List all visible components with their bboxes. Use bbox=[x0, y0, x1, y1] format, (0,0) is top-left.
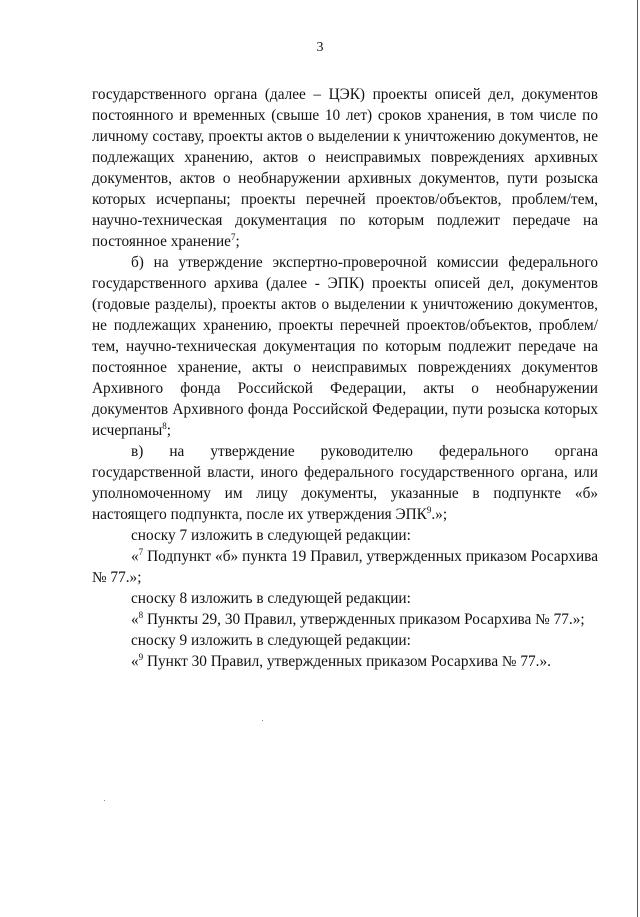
paragraph-text: ; bbox=[166, 422, 171, 439]
paragraph-text: государственного органа (далее – ЦЭК) проекты описей дел, документов постоянного и временных (свыше 10 лет) сроков хранения, в том числе по личному составу, проекты актов о выделении к уничтожению документов, не подлежащих хранению, актов о неисправимых повреждениях архивных документов, актов о необнаружении архивных документов, пути розыска которых исчерпаны; проекты перечней проектов/объектов, проблем/тем, научно-техническая документация по которым подлежит передаче на постоянное хранение bbox=[92, 86, 598, 250]
paragraph-text: в) на утверждение руководителю федерального органа государственной власти, иного федерального государственного органа, или уполномоченному им лицу документы, указанные в подпункте «б» настоящего подпункта, после их утверждения ЭПК bbox=[92, 443, 598, 523]
page-number: 3 bbox=[316, 40, 324, 55]
paragraph-text: сноску 8 изложить в следующей редакции: bbox=[131, 590, 411, 607]
paragraph-text: б) на утверждение экспертно-проверочной комиссии федерального государственного архива (далее - ЭПК) проекты описей дел, документов (годовые разделы), проекты актов о выделении к уничтожению документов, не подлежащих хранению, проекты перечней проектов/объектов, проблем/тем, научно-техническая документация по которым подлежит передаче на постоянное хранение, акты о неисправимых повреждениях документов Архивного фонда Российской Федерации, акты о необнаружении документов Архивного фонда Российской Федерации, пути розыска которых исчерпаны bbox=[92, 254, 598, 439]
scan-edge-line bbox=[637, 0, 638, 917]
paragraph-text: сноску 7 изложить в следующей редакции: bbox=[131, 527, 411, 544]
document-body bbox=[92, 84, 598, 672]
paragraph-footnote-8-instruction bbox=[92, 588, 598, 609]
paragraph-text: « bbox=[131, 611, 139, 628]
paragraph-footnote-8-text bbox=[92, 609, 598, 630]
paragraph-text: .»; bbox=[431, 506, 448, 523]
paragraph-footnote-9-text bbox=[92, 651, 598, 672]
paragraph-text: « bbox=[131, 548, 139, 565]
paragraph-footnote-7-text bbox=[92, 546, 598, 588]
footnote-marker: 9 bbox=[138, 652, 144, 662]
scan-speck bbox=[104, 800, 105, 801]
paragraph-text: « bbox=[131, 653, 139, 670]
footnote-marker: 8 bbox=[138, 610, 144, 620]
paragraph-continuation bbox=[92, 84, 598, 252]
footnote-marker: 9 bbox=[426, 505, 432, 515]
paragraph-text: Пункты 29, 30 Правил, утвержденных приказом Росархива № 77.»; bbox=[143, 611, 585, 628]
paragraph-footnote-9-instruction bbox=[92, 630, 598, 651]
paragraph-text: сноску 9 изложить в следующей редакции: bbox=[131, 632, 411, 649]
footnote-marker: 7 bbox=[138, 547, 144, 557]
paragraph-text: ; bbox=[235, 233, 240, 250]
paragraph-item-b bbox=[92, 252, 598, 441]
footnote-marker: 7 bbox=[230, 232, 236, 242]
paragraph-item-v bbox=[92, 441, 598, 525]
footnote-marker: 8 bbox=[162, 421, 167, 431]
paragraph-text: Подпункт «б» пункта 19 Правил, утвержденных приказом Росархива № 77.»; bbox=[92, 548, 598, 586]
paragraph-text: Пункт 30 Правил, утвержденных приказом Росархива № 77.». bbox=[143, 653, 551, 670]
scan-speck bbox=[262, 720, 263, 721]
paragraph-footnote-7-instruction bbox=[92, 525, 598, 546]
